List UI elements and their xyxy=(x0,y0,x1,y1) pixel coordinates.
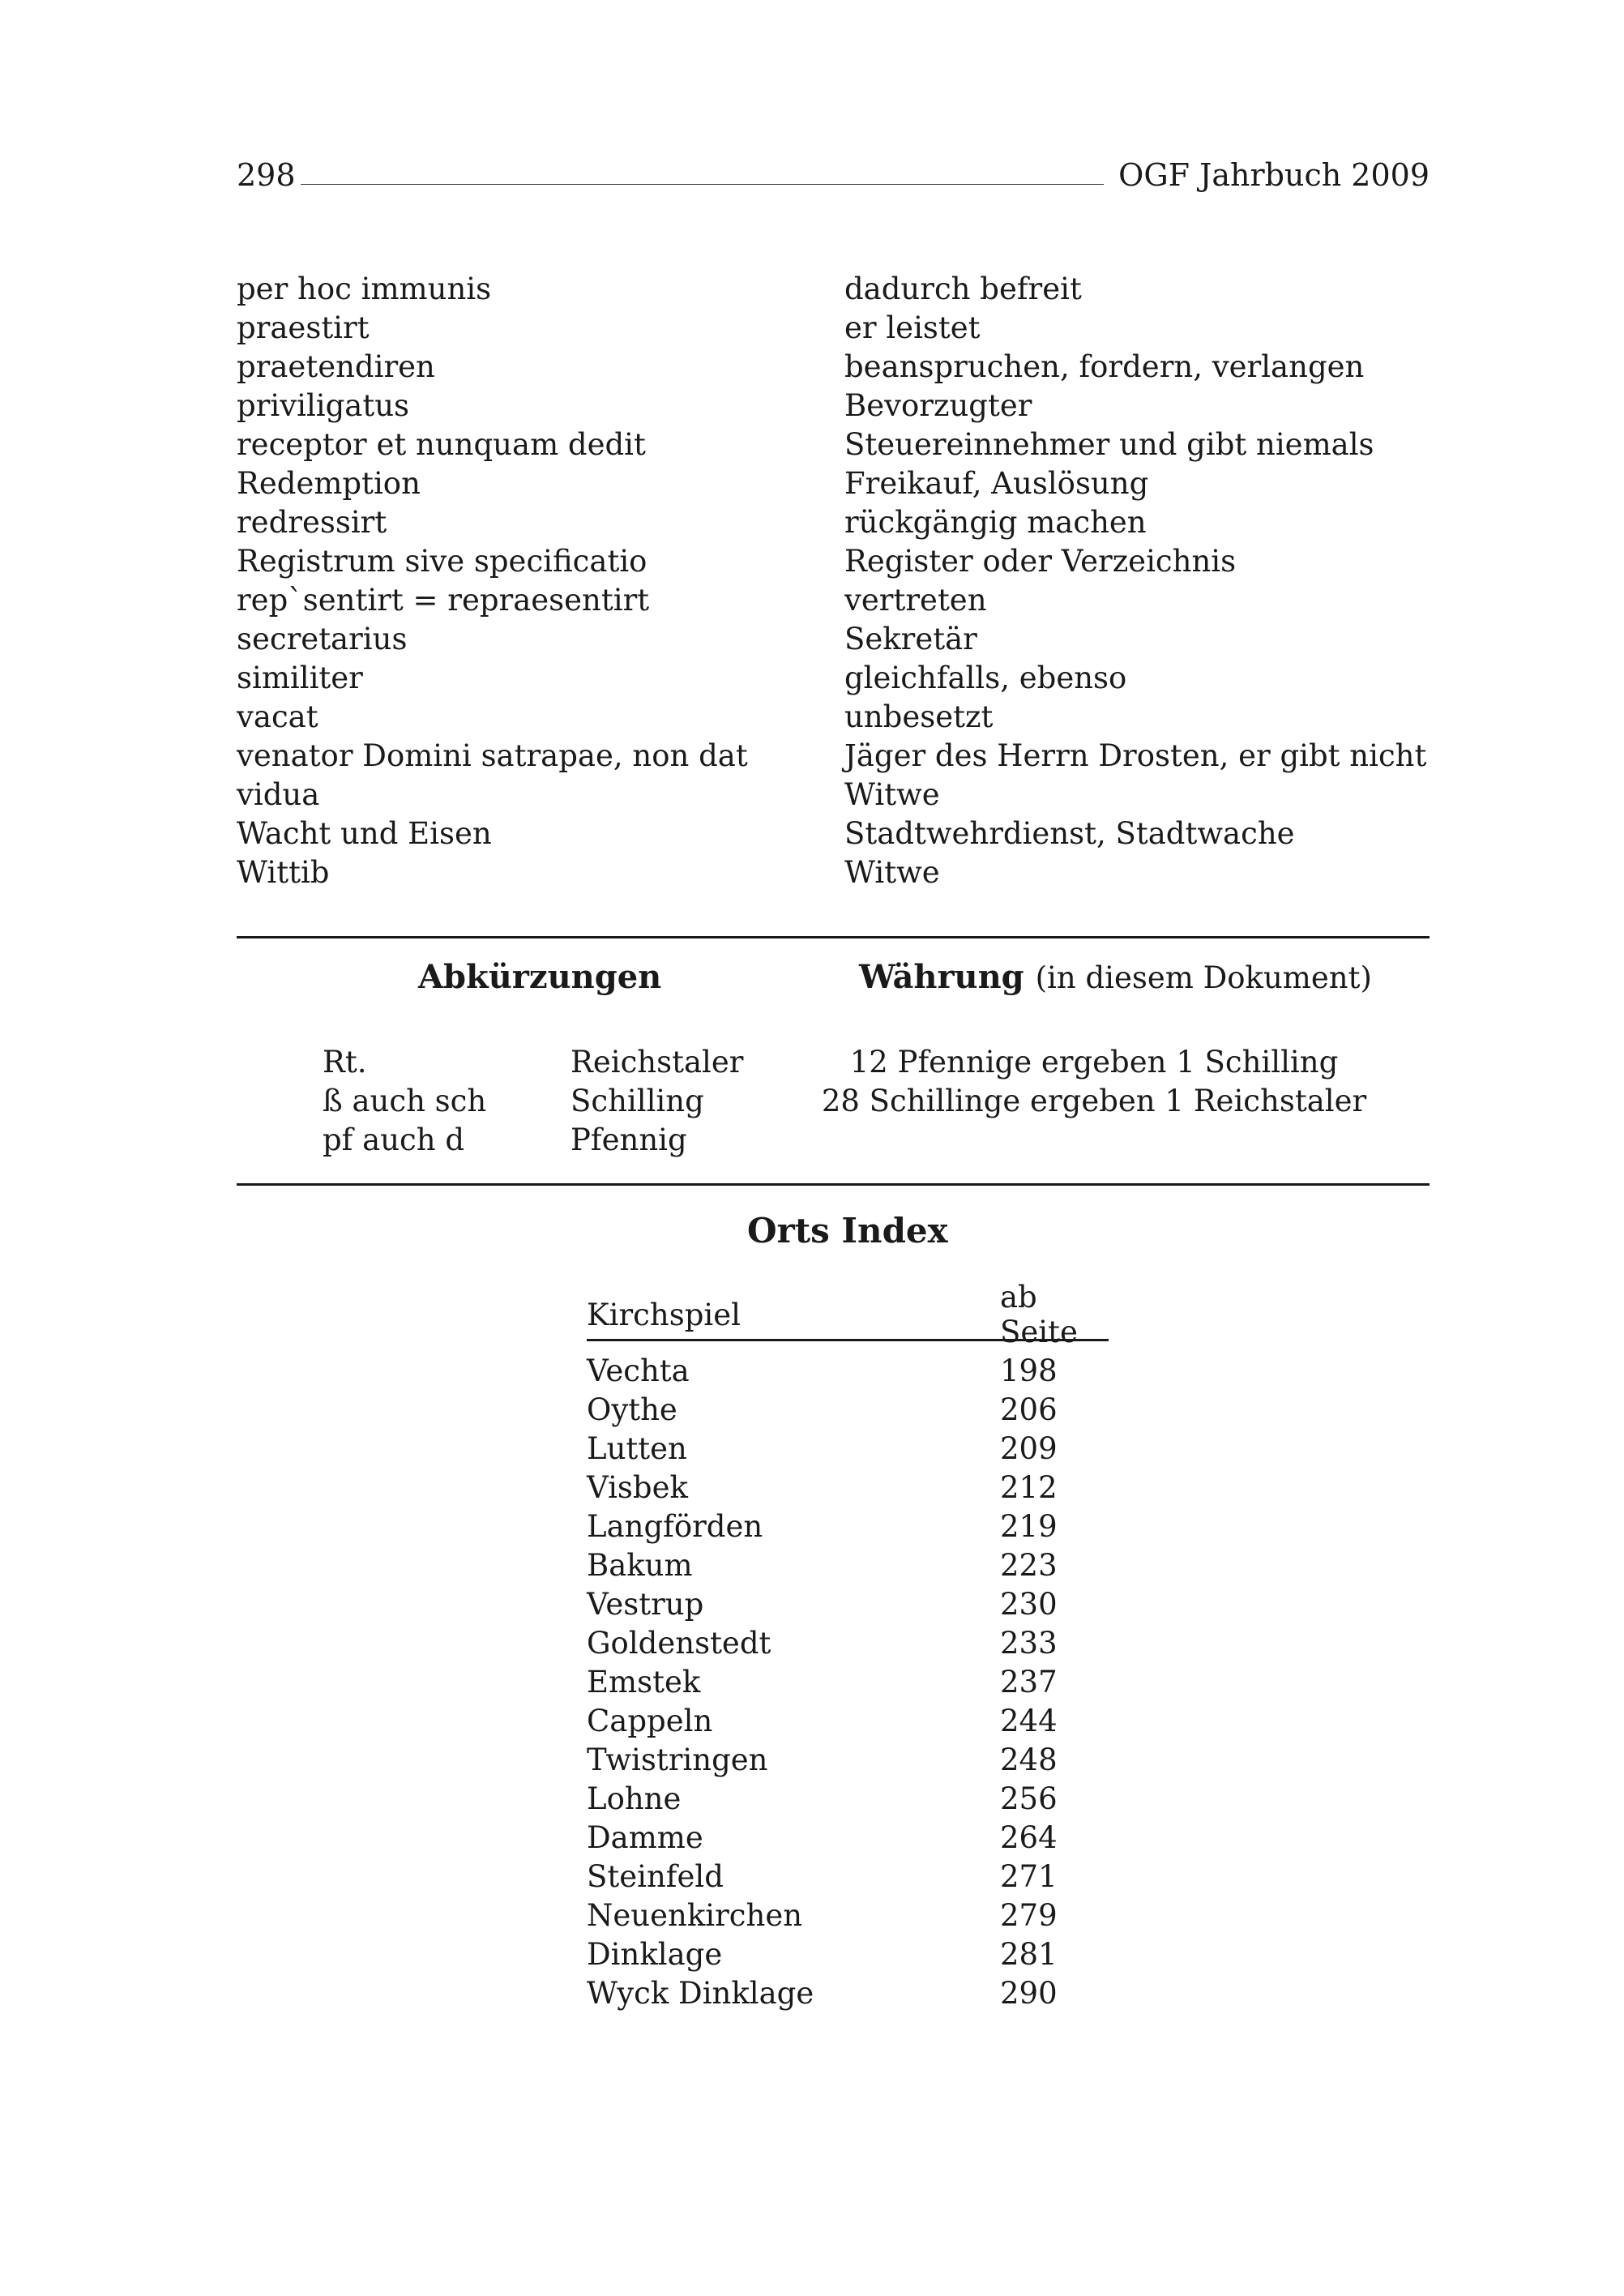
table-row xyxy=(587,1623,1109,1662)
index-place: Goldenstedt xyxy=(587,1625,771,1661)
table-row xyxy=(587,1584,1109,1623)
glossary-row xyxy=(237,853,1430,891)
glossary-definition: Sekretär xyxy=(844,621,977,656)
index-place: Steinfeld xyxy=(587,1858,724,1894)
currency-title-block xyxy=(859,958,1372,996)
index-place: Cappeln xyxy=(587,1703,713,1738)
table-row xyxy=(587,1818,1109,1857)
index-place: Oythe xyxy=(587,1392,677,1427)
glossary-definition: vertreten xyxy=(844,582,987,618)
index-page: 281 xyxy=(1000,1936,1058,1972)
abbreviation-meaning: Schilling xyxy=(571,1083,704,1118)
table-row xyxy=(587,1740,1109,1779)
table-row xyxy=(587,1390,1109,1429)
glossary-definition: Bevorzugter xyxy=(844,387,1032,423)
index-place: Neuenkirchen xyxy=(587,1897,803,1933)
glossary-row xyxy=(237,308,1430,347)
table-row xyxy=(587,1468,1109,1507)
currency-title: Währung xyxy=(859,958,1024,996)
abbreviation-row xyxy=(323,1042,743,1081)
glossary-row xyxy=(237,814,1430,853)
currency-line: 28 Schillinge ergeben 1 Reichstaler xyxy=(821,1083,1367,1118)
glossary-definition: Jäger des Herrn Drosten, er gibt nicht xyxy=(844,738,1427,773)
glossary-term: priviligatus xyxy=(237,387,410,423)
running-header xyxy=(237,152,1430,193)
glossary-row xyxy=(237,736,1430,775)
index-page: 264 xyxy=(1000,1819,1058,1855)
index-page: 223 xyxy=(1000,1547,1058,1583)
table-row xyxy=(587,1973,1109,2012)
table-row xyxy=(587,1507,1109,1546)
index-body xyxy=(587,1351,1109,2012)
glossary-term: Redemption xyxy=(237,465,421,501)
glossary-row xyxy=(237,386,1430,425)
glossary-definition: unbesetzt xyxy=(844,699,994,734)
index-page: 209 xyxy=(1000,1430,1058,1466)
journal-title: OGF Jahrbuch 2009 xyxy=(1118,157,1430,193)
currency-line: 12 Pfennige ergeben 1 Schilling xyxy=(849,1044,1339,1080)
index-place: Wyck Dinklage xyxy=(587,1975,814,2011)
index-page: 248 xyxy=(1000,1742,1058,1777)
index-place: Emstek xyxy=(587,1664,701,1700)
index-place: Langförden xyxy=(587,1508,763,1544)
table-row xyxy=(587,1351,1109,1390)
glossary-term: per hoc immunis xyxy=(237,271,492,306)
glossary-definition: Witwe xyxy=(844,776,940,812)
currency-note: (in diesem Dokument) xyxy=(1035,960,1372,995)
index-page: 290 xyxy=(1000,1975,1058,2011)
glossary-row xyxy=(237,658,1430,697)
index-page: 244 xyxy=(1000,1703,1058,1738)
glossary-row xyxy=(237,775,1430,814)
index-place: Visbek xyxy=(587,1469,688,1505)
glossary-term: similiter xyxy=(237,660,363,695)
table-row xyxy=(587,1779,1109,1818)
glossary-definition: er leistet xyxy=(844,310,981,345)
glossary-term: vacat xyxy=(237,699,318,734)
abbreviation-short: ß auch sch xyxy=(323,1083,487,1118)
column-header-place: Kirchspiel xyxy=(587,1297,741,1332)
index-place: Vestrup xyxy=(587,1586,704,1622)
glossary-term: Registrum sive specificatio xyxy=(237,543,647,579)
index-page: 237 xyxy=(1000,1664,1058,1700)
index-place: Dinklage xyxy=(587,1936,723,1972)
index-header-row xyxy=(587,1280,1109,1349)
column-header-page: ab Seite xyxy=(1000,1280,1078,1349)
index-place: Lutten xyxy=(587,1430,687,1466)
glossary-row xyxy=(237,425,1430,464)
index-place: Lohne xyxy=(587,1781,682,1816)
abbreviations-title: Abkürzungen xyxy=(418,958,662,996)
index-place: Bakum xyxy=(587,1547,693,1583)
index-place: Vechta xyxy=(587,1353,690,1388)
glossary-term: Wittib xyxy=(237,854,330,890)
glossary-row xyxy=(237,269,1430,308)
glossary-term: rep`sentirt = repraesentirt xyxy=(237,582,650,618)
table-row xyxy=(587,1429,1109,1468)
glossary-row xyxy=(237,502,1430,541)
section-divider xyxy=(237,1183,1430,1186)
glossary-definition: Register oder Verzeichnis xyxy=(844,543,1237,579)
table-row xyxy=(587,1662,1109,1701)
table-row xyxy=(587,1701,1109,1740)
glossary-term: redressirt xyxy=(237,504,387,540)
index-page: 233 xyxy=(1000,1625,1058,1661)
glossary-list xyxy=(237,269,1430,891)
section-divider xyxy=(237,936,1430,938)
glossary-term: vidua xyxy=(237,776,320,812)
glossary-term: Wacht und Eisen xyxy=(237,815,492,851)
table-row xyxy=(587,1935,1109,1973)
table-row xyxy=(587,1857,1109,1896)
glossary-term: receptor et nunquam dedit xyxy=(237,426,646,462)
index-page: 279 xyxy=(1000,1897,1058,1933)
glossary-definition: rückgängig machen xyxy=(844,504,1147,540)
abbreviation-short: Rt. xyxy=(323,1044,367,1080)
table-row xyxy=(587,1546,1109,1584)
index-page: 212 xyxy=(1000,1469,1058,1505)
index-page: 206 xyxy=(1000,1392,1058,1427)
index-place: Twistringen xyxy=(587,1742,768,1777)
index-place: Damme xyxy=(587,1819,703,1855)
glossary-definition: dadurch befreit xyxy=(844,271,1082,306)
page-number: 298 xyxy=(237,157,296,193)
index-page: 271 xyxy=(1000,1858,1058,1894)
glossary-definition: Steuereinnehmer und gibt niemals xyxy=(844,426,1374,462)
glossary-definition: beanspruchen, fordern, verlangen xyxy=(844,348,1365,384)
index-page: 198 xyxy=(1000,1353,1058,1388)
index-page: 256 xyxy=(1000,1781,1058,1816)
abbreviation-meaning: Reichstaler xyxy=(571,1044,744,1080)
place-index-table xyxy=(587,1280,1109,2012)
glossary-term: praetendiren xyxy=(237,348,435,384)
index-page: 230 xyxy=(1000,1586,1058,1622)
abbreviation-meaning: Pfennig xyxy=(571,1122,687,1157)
glossary-row xyxy=(237,347,1430,386)
glossary-definition: Witwe xyxy=(844,854,940,890)
glossary-definition: Freikauf, Auslösung xyxy=(844,465,1149,501)
glossary-row xyxy=(237,619,1430,658)
abbreviation-row xyxy=(323,1081,743,1120)
header-rule xyxy=(301,184,1105,185)
glossary-term: praestirt xyxy=(237,310,370,345)
glossary-definition: gleichfalls, ebenso xyxy=(844,660,1127,695)
glossary-row xyxy=(237,697,1430,736)
glossary-definition: Stadtwehrdienst, Stadtwache xyxy=(844,815,1295,851)
glossary-row xyxy=(237,541,1430,580)
abbreviations-list xyxy=(323,1042,743,1159)
glossary-term: venator Domini satrapae, non dat xyxy=(237,738,748,773)
currency-list xyxy=(810,1042,1378,1120)
index-page: 219 xyxy=(1000,1508,1058,1544)
index-title: Orts Index xyxy=(747,1211,948,1251)
glossary-term: secretarius xyxy=(237,621,408,656)
table-row xyxy=(587,1896,1109,1935)
abbreviation-row xyxy=(323,1120,743,1159)
glossary-row xyxy=(237,580,1430,619)
abbreviation-short: pf auch d xyxy=(323,1122,465,1157)
glossary-row xyxy=(237,464,1430,502)
